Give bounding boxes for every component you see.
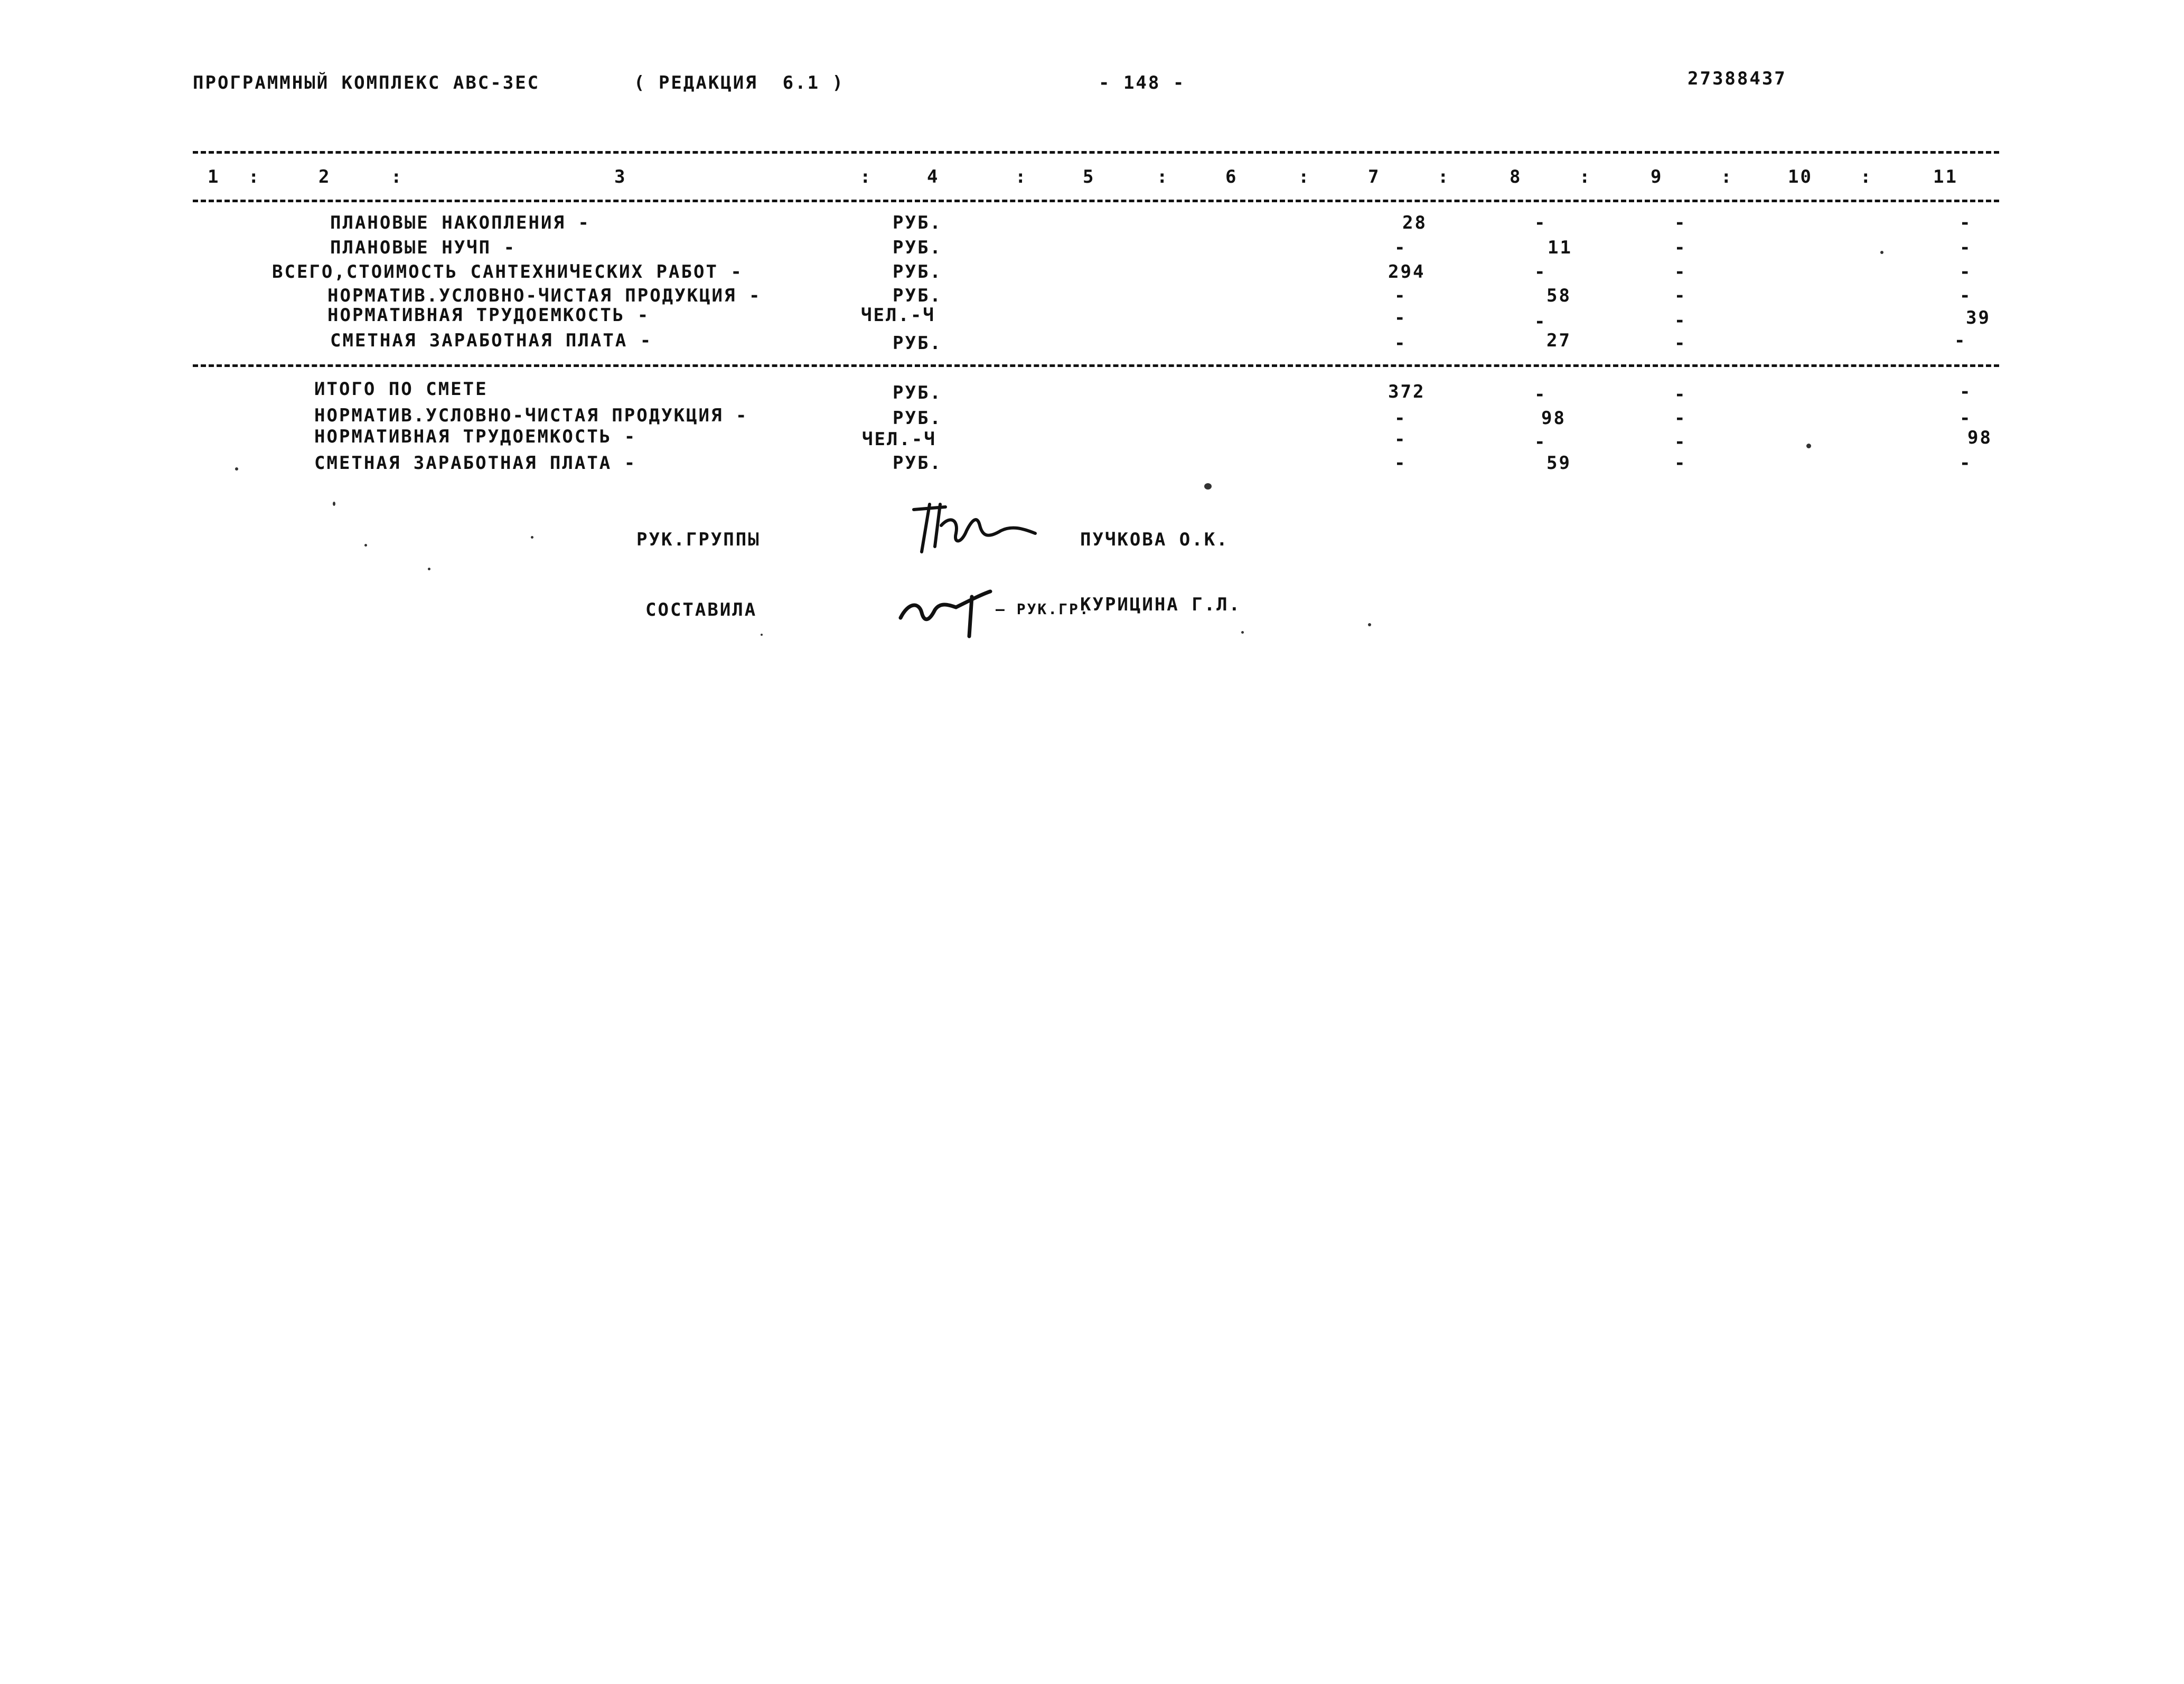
row-col9: - <box>1674 261 1687 283</box>
column-separator: : <box>1860 166 1873 187</box>
scan-speck <box>1204 483 1212 490</box>
scan-speck <box>333 502 335 506</box>
row-col11: - <box>1960 237 1972 258</box>
column-number: 2 <box>318 166 331 187</box>
scan-speck <box>761 634 763 636</box>
row-unit: РУБ. <box>893 285 942 306</box>
column-separator: : <box>1157 166 1169 187</box>
table-top-rule <box>193 151 1999 154</box>
row-unit: РУБ. <box>893 333 942 354</box>
row-col8: - <box>1534 261 1547 283</box>
column-number: 10 <box>1788 166 1813 187</box>
row-col11: - <box>1960 381 1972 402</box>
row-col8: 27 <box>1546 330 1571 351</box>
row-col9: - <box>1674 431 1687 453</box>
scan-speck <box>235 467 238 471</box>
page-number: - 148 - <box>1099 72 1186 93</box>
row-col9: - <box>1674 212 1687 233</box>
column-number: 8 <box>1510 166 1522 187</box>
row-col8: - <box>1534 431 1547 453</box>
column-number: 9 <box>1651 166 1663 187</box>
head-of-group-name: ПУЧКОВА О.К. <box>1080 529 1229 550</box>
row-col8: 11 <box>1548 237 1572 258</box>
section-rule <box>193 364 1999 367</box>
scan-speck <box>1880 251 1883 254</box>
row-col7: - <box>1394 307 1407 328</box>
edition-label: ( РЕДАКЦИЯ 6.1 ) <box>634 72 845 93</box>
row-unit: ЧЕЛ.-Ч <box>862 429 936 450</box>
row-label: ПЛАНОВЫЕ НУЧП - <box>330 237 517 258</box>
row-label: ИТОГО ПО СМЕТЕ <box>314 379 488 400</box>
compiled-by-name: КУРИЦИНА Г.Л. <box>1080 594 1242 615</box>
row-col7: - <box>1394 333 1407 354</box>
column-number: 3 <box>614 166 627 187</box>
row-col8: - <box>1534 212 1547 233</box>
row-col7: 294 <box>1388 261 1426 283</box>
row-unit: РУБ. <box>893 212 942 233</box>
row-col8: 59 <box>1546 453 1571 474</box>
column-number: 4 <box>927 166 940 187</box>
row-col7: 28 <box>1402 212 1427 233</box>
header-bottom-rule <box>193 200 1999 202</box>
scan-speck <box>1806 444 1811 448</box>
column-separator: : <box>391 166 404 187</box>
row-col11: - <box>1954 330 1967 351</box>
row-unit: РУБ. <box>893 408 942 429</box>
column-separator: : <box>248 166 261 187</box>
column-number: 6 <box>1225 166 1238 187</box>
row-col7: - <box>1394 453 1407 474</box>
column-separator: : <box>1438 166 1450 187</box>
row-col9: - <box>1674 453 1687 474</box>
compiled-by-role: — РУК.ГР. <box>996 600 1090 618</box>
row-col7: 372 <box>1388 381 1426 402</box>
row-col11: - <box>1960 408 1972 429</box>
scan-speck <box>1368 623 1371 626</box>
document-number: 27388437 <box>1688 68 1787 89</box>
row-col11: - <box>1960 261 1972 283</box>
row-unit: ЧЕЛ.-Ч <box>861 305 935 326</box>
row-col7: - <box>1394 408 1407 429</box>
row-label: НОРМАТИВНАЯ ТРУДОЕМКОСТЬ - <box>327 305 650 326</box>
row-col11: - <box>1960 285 1972 306</box>
head-of-group-label: РУК.ГРУППЫ <box>636 529 761 550</box>
row-col7: - <box>1394 429 1407 450</box>
column-separator: : <box>1579 166 1592 187</box>
column-number: 11 <box>1933 166 1958 187</box>
row-col7: - <box>1394 285 1407 306</box>
row-label: СМЕТНАЯ ЗАРАБОТНАЯ ПЛАТА - <box>314 453 637 474</box>
row-col9: - <box>1674 237 1687 258</box>
scan-speck <box>364 544 367 547</box>
row-unit: РУБ. <box>893 382 942 403</box>
column-number: 5 <box>1083 166 1095 187</box>
row-col11: 39 <box>1966 307 1991 328</box>
program-title: ПРОГРАММНЫЙ КОМПЛЕКС АВС-3ЕС <box>193 72 540 93</box>
row-label: НОРМАТИВ.УСЛОВНО-ЧИСТАЯ ПРОДУКЦИЯ - <box>327 285 762 306</box>
row-col8: - <box>1534 311 1547 332</box>
row-unit: РУБ. <box>893 453 942 474</box>
column-separator: : <box>1015 166 1028 187</box>
column-separator: : <box>1298 166 1311 187</box>
row-col9: - <box>1674 384 1687 405</box>
scan-speck <box>1241 631 1244 634</box>
handwritten-signature-compiler <box>898 581 1004 639</box>
compiled-by-label: СОСТАВИЛА <box>645 599 757 620</box>
row-col9: - <box>1674 408 1687 429</box>
scan-speck <box>531 536 533 539</box>
row-col8: - <box>1534 384 1547 405</box>
row-unit: РУБ. <box>893 261 942 283</box>
row-unit: РУБ. <box>893 237 942 258</box>
row-col9: - <box>1674 285 1687 306</box>
row-label: НОРМАТИВНАЯ ТРУДОЕМКОСТЬ - <box>314 426 637 447</box>
row-col8: 58 <box>1546 285 1571 306</box>
row-col9: - <box>1674 310 1687 331</box>
row-col11: - <box>1960 212 1972 233</box>
row-col11: 98 <box>1967 427 1992 448</box>
row-col7: - <box>1394 237 1407 258</box>
column-separator: : <box>860 166 873 187</box>
row-label: НОРМАТИВ.УСЛОВНО-ЧИСТАЯ ПРОДУКЦИЯ - <box>314 405 748 426</box>
handwritten-signature-head <box>908 494 1046 562</box>
row-label: СМЕТНАЯ ЗАРАБОТНАЯ ПЛАТА - <box>330 330 653 351</box>
column-number: 7 <box>1368 166 1381 187</box>
row-col8: 98 <box>1541 408 1566 429</box>
row-label: ПЛАНОВЫЕ НАКОПЛЕНИЯ - <box>330 212 590 233</box>
row-col9: - <box>1674 333 1687 354</box>
column-number: 1 <box>208 166 220 187</box>
row-label: ВСЕГО,СТОИМОСТЬ САНТЕХНИЧЕСКИХ РАБОТ - <box>272 261 743 283</box>
row-col11: - <box>1960 453 1972 474</box>
scan-speck <box>428 568 430 570</box>
column-separator: : <box>1721 166 1733 187</box>
